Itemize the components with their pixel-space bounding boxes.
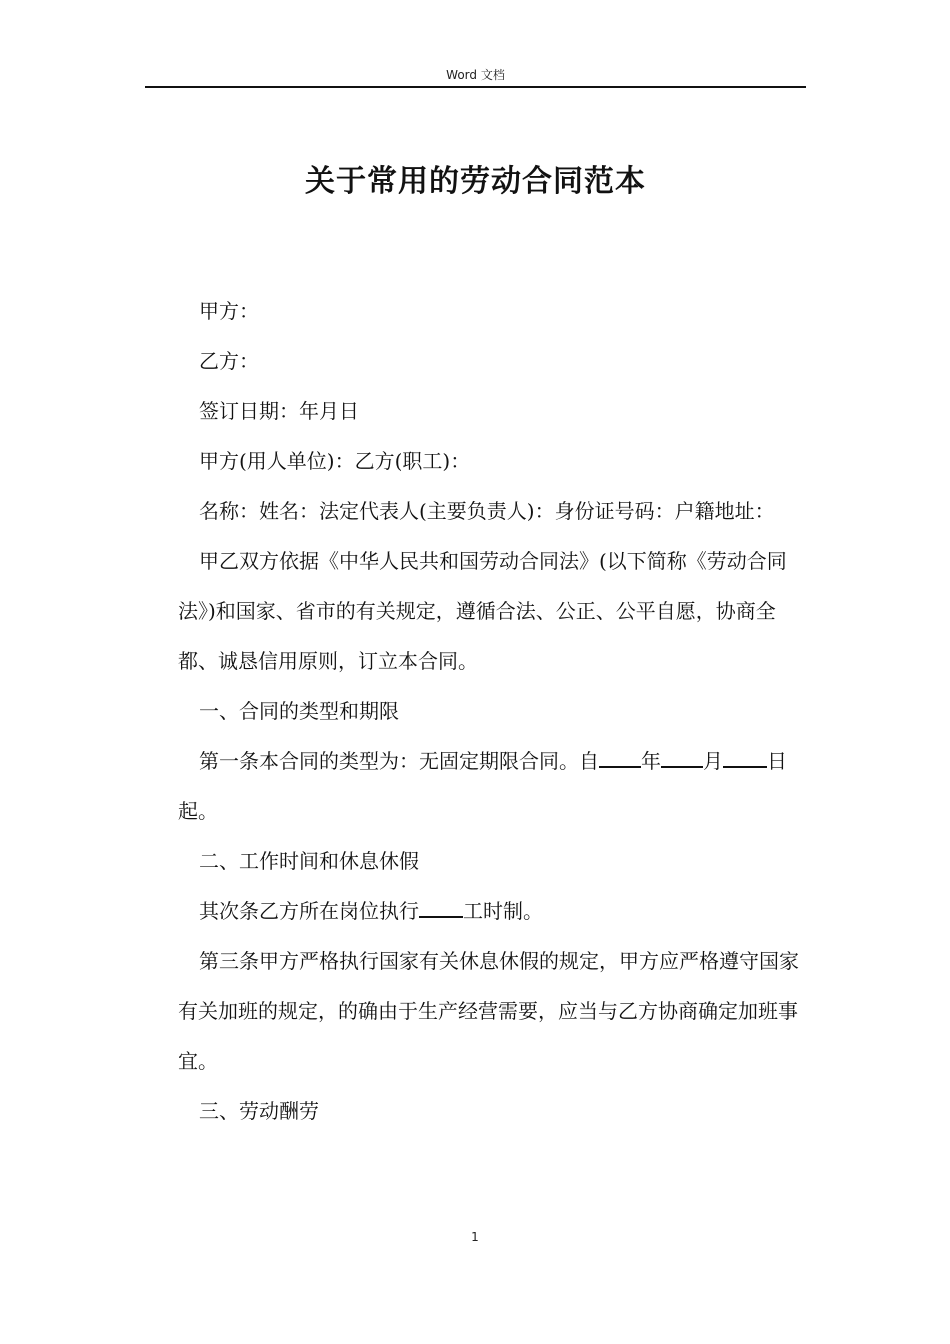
year-label: 年: [641, 749, 661, 773]
article-1-paragraph: [178, 736, 804, 836]
section-1-heading: 一、合同的类型和期限: [199, 699, 399, 723]
day-blank: [723, 745, 767, 768]
party-b-line: 乙方：: [199, 349, 259, 373]
year-blank: [599, 745, 641, 768]
article-3-paragraph: 第三条甲方严格执行国家有关休息休假的规定，甲方应严格遵守国家有关加班的规定，的确由于生产经营需要，应当与乙方协商确定加班事宜。: [178, 949, 799, 1073]
parties-line: 甲方(用人单位)：乙方(职工)：: [199, 449, 471, 473]
article-1-text: 第一条本合同的类型为：无固定期限合同。自: [199, 749, 599, 773]
work-hours-blank: [419, 895, 463, 918]
party-details-line: 名称：姓名：法定代表人(主要负责人)：身份证号码：户籍地址：: [199, 499, 775, 523]
page-number: 1: [471, 1230, 479, 1244]
header-divider: [145, 86, 806, 88]
sign-date-line: 签订日期：年月日: [199, 399, 359, 423]
preamble-paragraph: 甲乙双方依据《中华人民共和国劳动合同法》(以下简称《劳动合同法》)和国家、省市的有关规定，遵循合法、公正、公平自愿，协商全都、诚恳信用原则，订立本合同。: [178, 549, 787, 673]
day-label: 日起。: [178, 749, 787, 823]
month-blank: [661, 745, 703, 768]
article-2-tail: 工时制。: [463, 899, 543, 923]
party-a-line: 甲方：: [199, 299, 259, 323]
section-2-heading: 二、工作时间和休息休假: [199, 849, 419, 873]
document-title: 关于常用的劳动合同范本: [305, 164, 646, 199]
article-2-text: 其次条乙方所在岗位执行: [199, 899, 419, 923]
page-header: Word 文档: [446, 68, 505, 82]
section-3-heading: 三、劳动酬劳: [199, 1099, 319, 1123]
article-2-paragraph: [178, 886, 804, 936]
document-body: [178, 286, 804, 1136]
month-label: 月: [703, 749, 723, 773]
